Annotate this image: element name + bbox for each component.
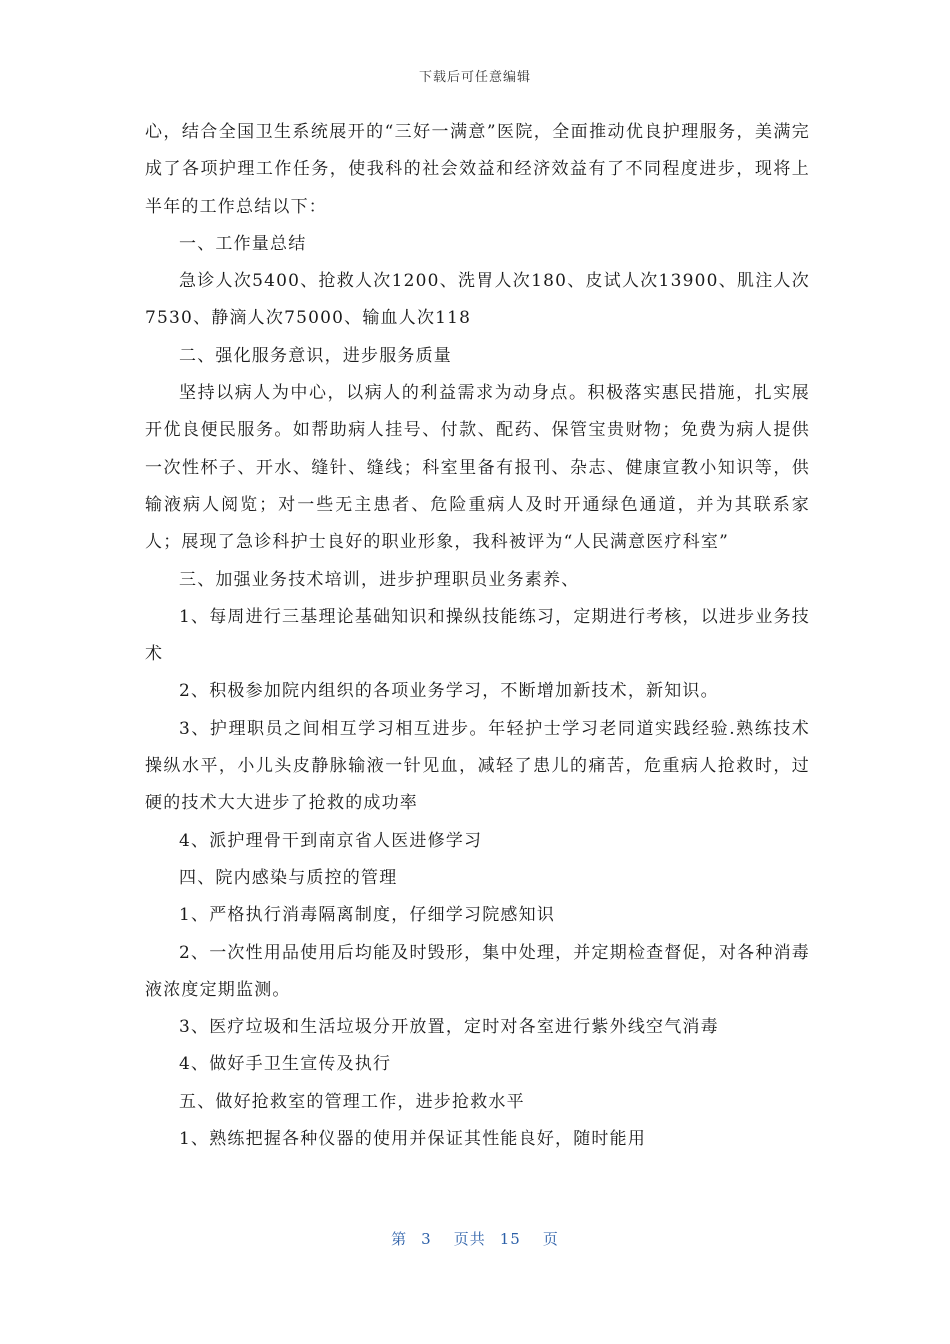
section-heading: 二、强化服务意识，进步服务质量 bbox=[179, 345, 452, 366]
section-heading: 四、院内感染与质控的管理 bbox=[179, 867, 398, 888]
page-footer bbox=[0, 1228, 950, 1249]
list-item: 1、每周进行三基理论基础知识和操纵技能练习，定期进行考核，以进步业务技术 bbox=[145, 606, 810, 665]
footer-middle: 页共 bbox=[453, 1230, 486, 1248]
list-item: 1、严格执行消毒隔离制度，仔细学习院感知识 bbox=[179, 905, 556, 926]
document-body bbox=[145, 114, 810, 1158]
list-item: 3、医疗垃圾和生活垃圾分开放置，定时对各室进行紫外线空气消毒 bbox=[179, 1017, 719, 1038]
footer-suffix: 页 bbox=[542, 1230, 559, 1248]
page-header-note: 下载后可任意编辑 bbox=[418, 70, 531, 85]
list-item: 1、熟练把握各种仪器的使用并保证其性能良好，随时能用 bbox=[179, 1129, 647, 1150]
list-item: 2、一次性用品使用后均能及时毁形，集中处理，并定期检查督促，对各种消毒液浓度定期监测。 bbox=[145, 942, 810, 1000]
list-item: 3、护理职员之间相互学习相互进步。年轻护士学习老同道实践经验.熟练技术操纵水平，小儿头皮静脉输液一针见血，减轻了患儿的痛苦，危重病人抢救时，过硬的技术大大进步了抢救的成功率 bbox=[145, 718, 810, 814]
section-heading: 五、做好抢救室的管理工作，进步抢救水平 bbox=[179, 1091, 525, 1112]
paragraph: 心，结合全国卫生系统展开的“三好一满意”医院，全面推动优良护理服务，美满完成了各项护理工作任务，使我科的社会效益和经济效益有了不同程度进步，现将上半年的工作总结以下： bbox=[145, 122, 810, 217]
list-item: 2、积极参加院内组织的各项业务学习，不断增加新技术，新知识。 bbox=[179, 681, 719, 702]
footer-prefix: 第 bbox=[391, 1230, 408, 1248]
section-heading: 三、加强业务技术培训，进步护理职员业务素养、 bbox=[179, 569, 580, 590]
footer-total-pages: 15 bbox=[499, 1230, 521, 1248]
footer-current-page: 3 bbox=[421, 1230, 432, 1248]
paragraph: 急诊人次5400、抢救人次1200、洗胃人次180、皮试人次13900、肌注人次7530、静滴人次75000、输血人次118 bbox=[145, 271, 810, 329]
list-item: 4、做好手卫生宣传及执行 bbox=[179, 1054, 392, 1075]
section-heading: 一、工作量总结 bbox=[179, 233, 307, 254]
paragraph: 坚持以病人为中心，以病人的利益需求为动身点。积极落实惠民措施，扎实展开优良便民服务。如帮助病人挂号、付款、配药、保管宝贵财物；免费为病人提供一次性杯子、开水、缝针、缝线；科室里备有报刊、杂志、健康宣教小知识等，供输液病人阅览；对一些无主患者、危险重病人及时开通绿色通道，并为其联系家人；展现了急诊科护士良好的职业形象，我科被评为“人民满意医疗科室” bbox=[145, 383, 810, 553]
list-item: 4、派护理骨干到南京省人医进修学习 bbox=[179, 830, 483, 851]
